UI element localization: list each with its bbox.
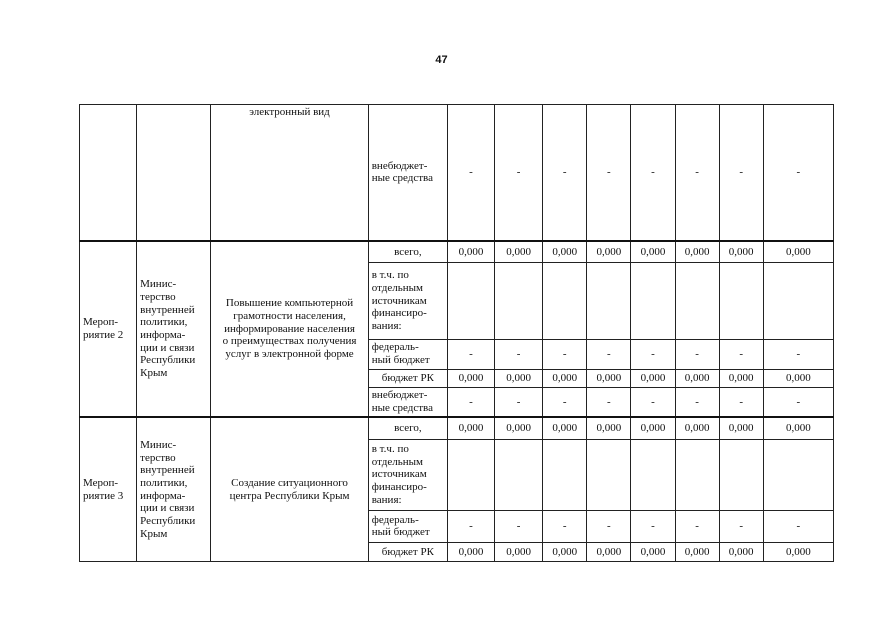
value-cell: 0,000 [631, 542, 675, 561]
value-cell [495, 439, 543, 510]
value-cell: - [495, 105, 543, 241]
value-cell [719, 439, 763, 510]
value-cell: - [447, 510, 494, 542]
funding-source-cell: бюджет РК [368, 542, 447, 561]
value-cell: - [495, 387, 543, 417]
value-cell: 0,000 [587, 241, 631, 263]
value-cell: 0,000 [763, 417, 833, 439]
value-cell [675, 439, 719, 510]
value-cell: 0,000 [719, 417, 763, 439]
description-cell: Повышение компьютерной грамотности населения, информирование населения о преимуществах получения услуг в электронной форме [211, 241, 368, 417]
value-cell [587, 439, 631, 510]
value-cell: 0,000 [587, 417, 631, 439]
value-cell: 0,000 [543, 241, 587, 263]
value-cell [447, 439, 494, 510]
value-cell: - [763, 105, 833, 241]
funding-source-cell: в т.ч. по отдельным источникам финансиро- вания: [368, 263, 447, 339]
value-cell: 0,000 [763, 369, 833, 387]
value-cell: 0,000 [495, 542, 543, 561]
value-cell: - [763, 339, 833, 369]
description-cell: Создание ситуационного центра Республики Крым [211, 417, 368, 561]
value-cell [543, 439, 587, 510]
value-cell: - [587, 510, 631, 542]
value-cell: 0,000 [763, 241, 833, 263]
value-cell: 0,000 [675, 369, 719, 387]
page-number: 47 [435, 54, 448, 66]
value-cell: - [543, 387, 587, 417]
value-cell: - [543, 105, 587, 241]
value-cell: 0,000 [447, 241, 494, 263]
value-cell: - [675, 387, 719, 417]
value-cell: - [719, 339, 763, 369]
value-cell: - [631, 510, 675, 542]
value-cell: - [763, 387, 833, 417]
funding-source-cell: всего, [368, 417, 447, 439]
value-cell [675, 263, 719, 339]
value-cell: - [719, 510, 763, 542]
value-cell: - [587, 105, 631, 241]
value-cell: 0,000 [587, 542, 631, 561]
funding-source-cell: всего, [368, 241, 447, 263]
value-cell: - [631, 387, 675, 417]
funding-source-cell: внебюджет- ные средства [368, 105, 447, 241]
organization-cell: Минис- терство внутренней политики, информа- ции и связи Республики Крым [137, 241, 211, 417]
activity-cell: Мероп- риятие 3 [80, 417, 137, 561]
funding-source-cell: бюджет РК [368, 369, 447, 387]
organization-cell-empty [137, 105, 211, 241]
funding-source-cell: внебюджет- ные средства [368, 387, 447, 417]
value-cell [495, 263, 543, 339]
value-cell: - [631, 105, 675, 241]
value-cell: - [675, 105, 719, 241]
value-cell: - [719, 105, 763, 241]
value-cell: 0,000 [495, 369, 543, 387]
value-cell: 0,000 [495, 417, 543, 439]
value-cell: 0,000 [543, 542, 587, 561]
activity-cell-empty [80, 105, 137, 241]
table-row [80, 241, 834, 263]
value-cell [631, 439, 675, 510]
value-cell [763, 439, 833, 510]
funding-source-cell: федераль- ный бюджет [368, 339, 447, 369]
value-cell: - [675, 510, 719, 542]
value-cell: 0,000 [543, 369, 587, 387]
value-cell [631, 263, 675, 339]
value-cell: - [447, 387, 494, 417]
value-cell: - [543, 339, 587, 369]
value-cell: - [495, 510, 543, 542]
value-cell: - [631, 339, 675, 369]
value-cell: 0,000 [675, 417, 719, 439]
value-cell: - [587, 339, 631, 369]
value-cell: - [763, 510, 833, 542]
value-cell: 0,000 [495, 241, 543, 263]
value-cell: 0,000 [631, 417, 675, 439]
funding-source-cell: федераль- ный бюджет [368, 510, 447, 542]
value-cell: 0,000 [675, 241, 719, 263]
value-cell [763, 263, 833, 339]
value-cell: 0,000 [675, 542, 719, 561]
value-cell: 0,000 [719, 542, 763, 561]
value-cell: - [719, 387, 763, 417]
value-cell: 0,000 [719, 369, 763, 387]
activity-cell: Мероп- риятие 2 [80, 241, 137, 417]
value-cell: 0,000 [447, 369, 494, 387]
funding-source-cell: в т.ч. по отдельным источникам финансиро- вания: [368, 439, 447, 510]
value-cell: 0,000 [719, 241, 763, 263]
value-cell [719, 263, 763, 339]
value-cell: - [447, 339, 494, 369]
value-cell: 0,000 [447, 542, 494, 561]
value-cell: 0,000 [631, 241, 675, 263]
value-cell: 0,000 [631, 369, 675, 387]
value-cell: 0,000 [447, 417, 494, 439]
description-cell: электронный вид [211, 105, 368, 241]
value-cell: 0,000 [763, 542, 833, 561]
value-cell: 0,000 [543, 417, 587, 439]
value-cell: - [675, 339, 719, 369]
value-cell: - [447, 105, 494, 241]
value-cell: - [587, 387, 631, 417]
value-cell [587, 263, 631, 339]
table-row [80, 417, 834, 439]
value-cell [543, 263, 587, 339]
value-cell [447, 263, 494, 339]
value-cell: - [495, 339, 543, 369]
organization-cell: Минис- терство внутренней политики, информа- ции и связи Республики Крым [137, 417, 211, 561]
budget-table [79, 104, 834, 562]
value-cell: 0,000 [587, 369, 631, 387]
table-body [80, 105, 834, 562]
value-cell: - [543, 510, 587, 542]
table-row [80, 105, 834, 241]
